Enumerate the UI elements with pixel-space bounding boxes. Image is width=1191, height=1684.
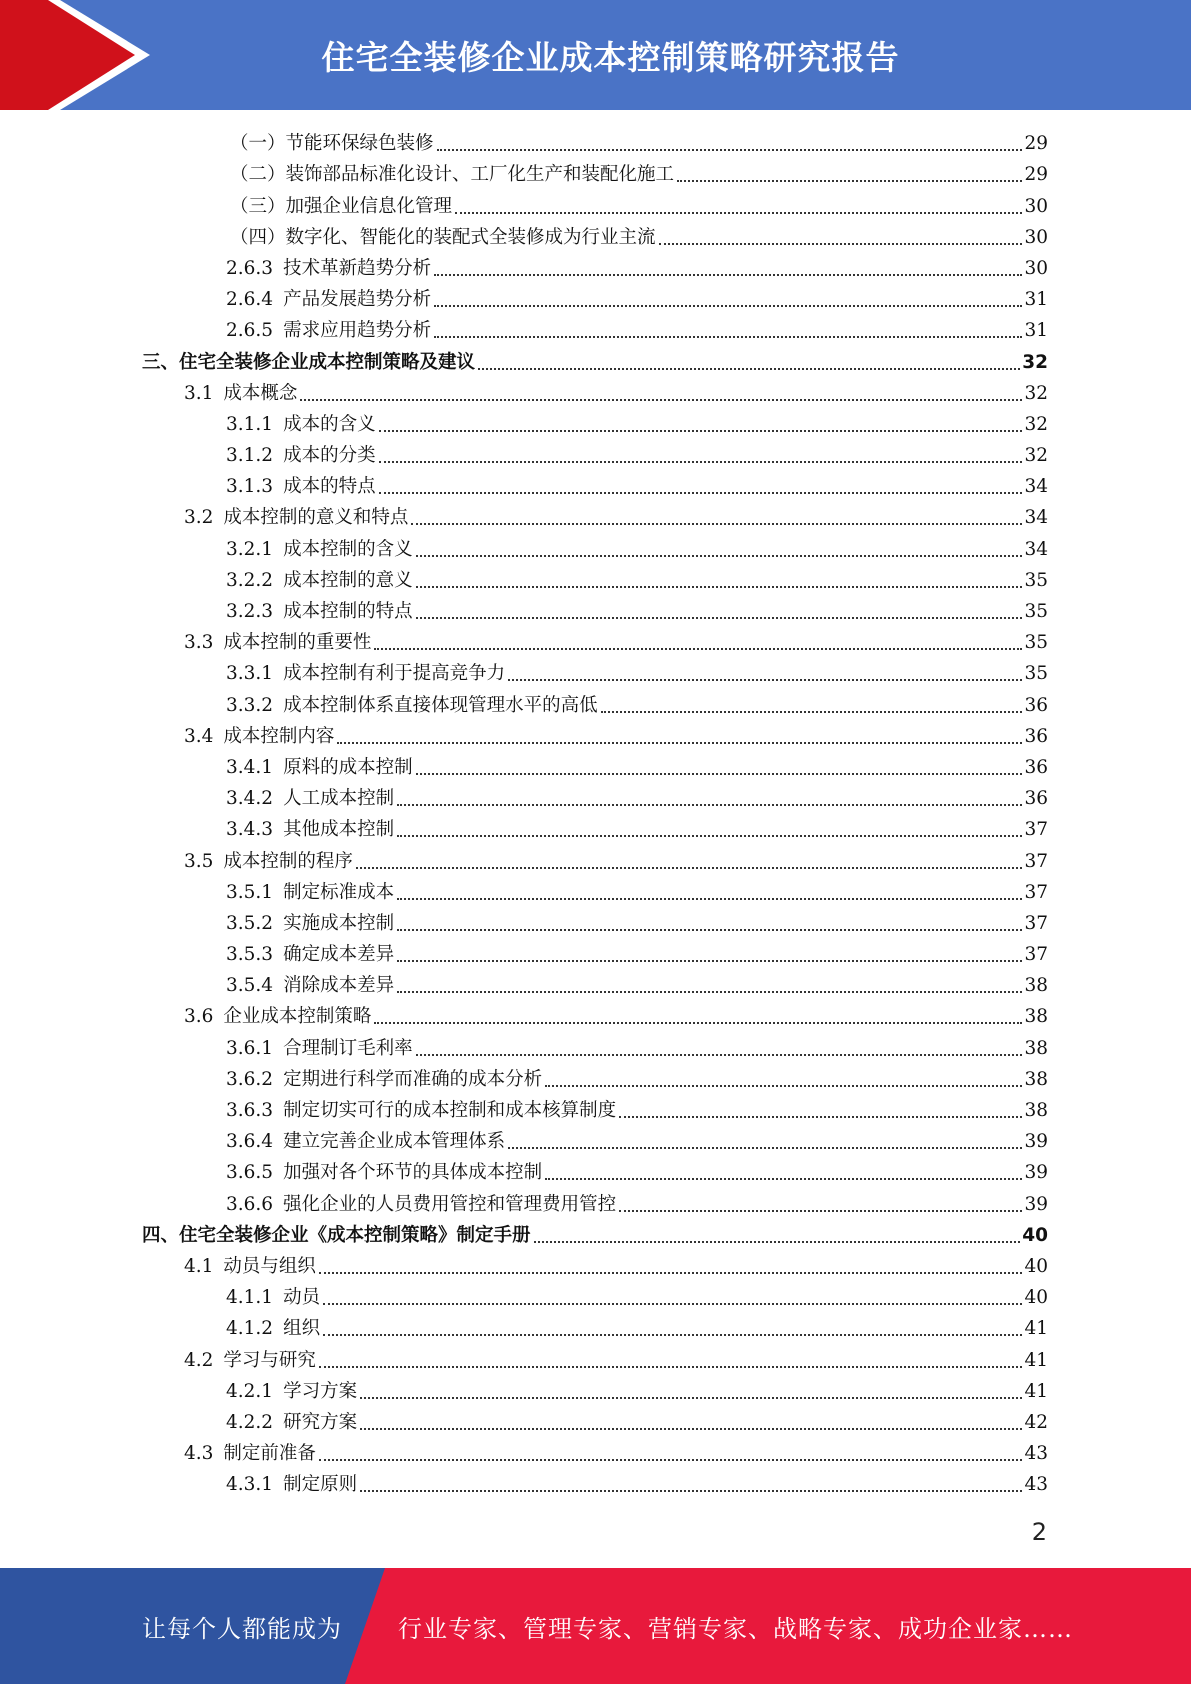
toc-entry[interactable] — [142, 407, 1048, 438]
toc-entry-title: 建立完善企业成本管理体系 — [283, 1131, 506, 1153]
toc-entry-page: 36 — [1024, 725, 1048, 747]
toc-entry-label — [184, 1254, 316, 1280]
toc-entry-number: 3.1.3 — [226, 476, 274, 498]
toc-entry-page: 39 — [1024, 1131, 1048, 1153]
toc-entry-page: 32 — [1022, 351, 1048, 373]
toc-entry-title: 研究方案 — [283, 1411, 358, 1433]
toc-entry-page: 29 — [1024, 133, 1048, 155]
toc-dot-leader — [455, 212, 1022, 214]
toc-entry-number: 2.6.5 — [226, 320, 274, 342]
toc-entry-label — [226, 1410, 357, 1436]
toc-dot-leader — [659, 243, 1023, 245]
toc-entry[interactable] — [142, 438, 1048, 469]
toc-dot-leader — [323, 1303, 1022, 1305]
toc-dot-leader — [397, 991, 1022, 993]
toc-dot-leader — [416, 1054, 1023, 1056]
toc-entry-page: 39 — [1024, 1193, 1048, 1215]
toc-entry[interactable] — [142, 1280, 1048, 1311]
toc-dot-leader — [434, 305, 1022, 307]
toc-entry-label — [226, 1472, 357, 1498]
toc-entry-page: 34 — [1024, 476, 1048, 498]
footer-slogan-left: 让每个人都能成为 — [142, 1614, 342, 1643]
toc-entry-page: 37 — [1024, 850, 1048, 872]
toc-entry-title: 学习与研究 — [223, 1349, 316, 1371]
toc-dot-leader — [356, 867, 1023, 869]
toc-entry[interactable] — [142, 313, 1048, 344]
toc-dot-leader — [434, 336, 1022, 338]
toc-dot-leader — [601, 711, 1023, 713]
toc-entry-label — [142, 1223, 531, 1249]
toc-entry-page: 34 — [1024, 507, 1048, 529]
page-header — [0, 0, 1191, 110]
toc-dot-leader — [374, 1022, 1022, 1024]
toc-entry[interactable] — [142, 625, 1048, 656]
toc-entry-number: 3.6.2 — [226, 1068, 274, 1090]
toc-entry-number: 3.3 — [184, 632, 214, 654]
toc-entry-page: 42 — [1024, 1411, 1048, 1433]
toc-entry-title: 需求应用趋势分析 — [283, 320, 432, 342]
toc-entry-title: 强化企业的人员费用管控和管理费用管控 — [283, 1193, 617, 1215]
toc-dot-leader — [545, 1085, 1022, 1087]
toc-entry-title: 产品发展趋势分析 — [283, 289, 432, 311]
toc-dot-leader — [379, 492, 1023, 494]
toc-entry[interactable] — [142, 1374, 1048, 1405]
toc-entry-number: 2.6.3 — [226, 257, 274, 279]
toc-entry-label — [184, 1441, 316, 1467]
toc-entry[interactable] — [142, 1342, 1048, 1373]
toc-entry-page: 31 — [1024, 320, 1048, 342]
toc-entry[interactable] — [142, 719, 1048, 750]
toc-entry-label — [184, 1348, 316, 1374]
toc-entry-number: 3.6.6 — [226, 1193, 274, 1215]
toc-entry-page: 36 — [1024, 788, 1048, 810]
toc-entry-number: 3.2.1 — [226, 538, 274, 560]
page-number: 2 — [1031, 1518, 1047, 1546]
toc-entry-title: 原料的成本控制 — [283, 756, 413, 778]
toc-entry-label — [226, 474, 376, 500]
toc-entry-page: 35 — [1024, 601, 1048, 622]
toc-entry-number: 4.3 — [184, 1443, 214, 1465]
toc-entry-page: 40 — [1024, 1287, 1048, 1309]
toc-entry-number: 3.1.1 — [226, 413, 274, 435]
toc-dot-leader — [416, 773, 1023, 775]
toc-entry[interactable] — [142, 999, 1048, 1030]
toc-entry-number: 4.1 — [184, 1255, 214, 1277]
toc-entry-label — [184, 381, 297, 407]
toc-entry-label — [226, 443, 376, 469]
toc-entry[interactable] — [142, 1467, 1048, 1498]
toc-entry-number: 4.1.2 — [226, 1318, 274, 1340]
toc-entry-title: 成本控制的意义 — [283, 569, 413, 591]
toc-entry-title: （一）节能环保绿色装修 — [230, 133, 434, 155]
toc-dot-leader — [416, 555, 1023, 557]
toc-entry-title: 实施成本控制 — [283, 912, 395, 934]
toc-entry-label — [226, 1285, 320, 1311]
toc-entry-title: 人工成本控制 — [283, 788, 395, 810]
toc-entry-title: 加强对各个环节的具体成本控制 — [283, 1162, 543, 1184]
toc-entry-label — [226, 880, 394, 906]
toc-dot-leader — [300, 399, 1022, 401]
toc-entry-title: 组织 — [283, 1318, 321, 1340]
toc-entry-page: 43 — [1024, 1443, 1048, 1465]
toc-entry[interactable] — [142, 251, 1048, 282]
toc-entry-title: 技术革新趋势分析 — [283, 257, 432, 279]
toc-entry-number: 3.6.3 — [226, 1100, 274, 1121]
toc-entry-title: 成本控制的意义和特点 — [223, 507, 409, 529]
toc-entry-page: 37 — [1024, 912, 1048, 934]
toc-entry[interactable] — [142, 500, 1048, 531]
toc-entry-page: 35 — [1024, 663, 1048, 685]
toc-entry-label — [226, 412, 376, 438]
toc-dot-leader — [379, 461, 1023, 463]
toc-entry-title: 企业成本控制策略 — [223, 1006, 372, 1028]
toc-entry-label — [226, 786, 394, 812]
toc-entry-title: 制定标准成本 — [283, 881, 395, 903]
toc-dot-leader — [619, 1210, 1022, 1212]
toc-entry-title: 成本控制的重要性 — [223, 632, 372, 654]
toc-entry-title: 确定成本差异 — [283, 944, 395, 966]
toc-dot-leader — [397, 804, 1022, 806]
toc-entry-page: 37 — [1024, 819, 1048, 841]
toc-entry[interactable] — [142, 1405, 1048, 1436]
toc-entry-page: 41 — [1024, 1380, 1048, 1402]
toc-entry-title: 动员 — [283, 1287, 321, 1309]
toc-entry-page: 41 — [1024, 1349, 1048, 1371]
toc-dot-leader — [545, 1178, 1022, 1180]
toc-dot-leader — [337, 742, 1022, 744]
toc-entry-number: 4.1.1 — [226, 1287, 274, 1309]
toc-entry-number: 2.6.4 — [226, 289, 274, 311]
toc-entry-title: 制定切实可行的成本控制和成本核算制度 — [283, 1100, 617, 1121]
toc-dot-leader — [360, 1428, 1022, 1430]
toc-entry-label — [226, 1067, 542, 1093]
toc-dot-leader — [434, 274, 1022, 276]
toc-entry[interactable] — [142, 1218, 1048, 1249]
toc-entry-label — [226, 256, 431, 282]
toc-entry-label — [226, 568, 413, 594]
toc-entry-page: 37 — [1024, 944, 1048, 966]
toc-entry-number: 3.3.1 — [226, 663, 274, 685]
toc-entry-number: 3.1 — [184, 382, 214, 404]
toc-entry-label — [226, 1379, 357, 1405]
toc-entry[interactable] — [142, 781, 1048, 812]
toc-dot-leader — [478, 368, 1020, 370]
toc-entry-number: 4.3.1 — [226, 1474, 274, 1496]
toc-entry[interactable] — [142, 563, 1048, 594]
toc-entry-number: 3.2 — [184, 507, 214, 529]
toc-dot-leader — [319, 1272, 1023, 1274]
toc-entry-title: 成本的特点 — [283, 476, 376, 498]
toc-dot-leader — [677, 180, 1022, 182]
toc-entry-label — [226, 1160, 542, 1186]
toc-entry-number: 3.6.1 — [226, 1037, 274, 1059]
toc-entry[interactable] — [142, 220, 1048, 251]
toc-entry-page: 30 — [1024, 226, 1048, 248]
toc-entry-label — [226, 911, 394, 937]
toc-entry-number: 3.4.1 — [226, 756, 274, 778]
toc-dot-leader — [397, 929, 1022, 931]
page-footer — [0, 1568, 1191, 1684]
toc-entry-title: 成本的分类 — [283, 445, 376, 467]
toc-entry[interactable] — [142, 968, 1048, 999]
toc-entry-page: 32 — [1024, 413, 1048, 435]
toc-dot-leader — [374, 648, 1022, 650]
toc-entry-title: 学习方案 — [283, 1380, 358, 1402]
toc-entry-title: 定期进行科学而准确的成本分析 — [283, 1068, 543, 1090]
toc-dot-leader — [397, 835, 1022, 837]
toc-entry-label — [226, 1192, 616, 1218]
toc-dot-leader — [397, 960, 1022, 962]
toc-entry-title: 成本控制有利于提高竞争力 — [283, 663, 506, 685]
toc-entry-title: 消除成本差异 — [283, 975, 395, 997]
toc-entry-number: 3.5.4 — [226, 975, 274, 997]
toc-dot-leader — [619, 1116, 1022, 1118]
toc-entry-page: 38 — [1024, 1006, 1048, 1028]
toc-entry-title: 其他成本控制 — [283, 819, 395, 841]
toc-entry-label — [226, 755, 413, 781]
toc-entry-label — [184, 849, 353, 875]
toc-entry-title: 制定原则 — [283, 1474, 358, 1496]
toc-entry-number: 4.2 — [184, 1349, 214, 1371]
toc-entry-label — [226, 1036, 413, 1062]
toc-dot-leader — [319, 1366, 1023, 1368]
toc-entry[interactable] — [142, 1030, 1048, 1061]
toc-dot-leader — [508, 1147, 1022, 1149]
toc-entry-label — [230, 162, 674, 188]
toc-entry-label — [230, 194, 452, 220]
toc-entry-page: 32 — [1024, 445, 1048, 467]
toc-entry-label — [230, 131, 434, 157]
toc-entry-page: 38 — [1024, 1037, 1048, 1059]
toc-dot-leader — [360, 1397, 1022, 1399]
toc-entry-label — [226, 599, 413, 625]
toc-entry-page: 29 — [1024, 164, 1048, 186]
toc-entry[interactable] — [142, 188, 1048, 219]
toc-entry-page: 43 — [1024, 1474, 1048, 1496]
toc-entry-number: 3.6.5 — [226, 1162, 274, 1184]
toc-entry-page: 31 — [1024, 289, 1048, 311]
toc-entry-label — [226, 693, 598, 719]
toc-entry-page: 30 — [1024, 257, 1048, 279]
toc-entry-label — [184, 724, 334, 750]
toc-entry-page: 38 — [1024, 1100, 1048, 1121]
toc-entry[interactable] — [142, 1155, 1048, 1186]
toc-entry-number: 3.6.4 — [226, 1131, 274, 1153]
toc-entry[interactable] — [142, 1436, 1048, 1467]
toc-entry-label — [226, 661, 505, 687]
toc-dot-leader — [319, 1459, 1023, 1461]
footer-slogan-right: 行业专家、管理专家、营销专家、战略专家、成功企业家…… — [398, 1614, 1073, 1643]
toc-entry-label — [226, 817, 394, 843]
toc-entry-title: 三、住宅全装修企业成本控制策略及建议 — [142, 351, 476, 373]
toc-entry-page: 35 — [1024, 632, 1048, 654]
toc-entry-page: 34 — [1024, 538, 1048, 560]
toc-entry-number: 3.1.2 — [226, 445, 274, 467]
toc-entry-title: 成本的含义 — [283, 413, 376, 435]
toc-entry[interactable] — [142, 1124, 1048, 1155]
toc-entry[interactable] — [142, 469, 1048, 500]
toc-entry-title: 成本控制体系直接体现管理水平的高低 — [283, 694, 598, 716]
toc-entry[interactable] — [142, 594, 1048, 625]
toc-entry-page: 40 — [1024, 1255, 1048, 1277]
toc-entry-page: 30 — [1024, 195, 1048, 217]
toc-entry-number: 3.5.3 — [226, 944, 274, 966]
toc-entry[interactable] — [142, 906, 1048, 937]
toc-entry-label — [230, 225, 656, 251]
toc-entry-number: 4.2.1 — [226, 1380, 274, 1402]
toc-entry-page: 32 — [1024, 382, 1048, 404]
toc-entry[interactable] — [142, 1062, 1048, 1093]
toc-entry-page: 40 — [1022, 1224, 1048, 1246]
toc-entry[interactable] — [142, 1249, 1048, 1280]
toc-entry-label — [226, 537, 413, 563]
toc-entry-page: 36 — [1024, 756, 1048, 778]
toc-entry-number: 3.3.2 — [226, 694, 274, 716]
toc-entry[interactable] — [142, 376, 1048, 407]
toc-entry-label — [226, 942, 394, 968]
toc-entry-title: 四、住宅全装修企业《成本控制策略》制定手册 — [142, 1224, 531, 1246]
toc-entry-label — [226, 1316, 320, 1342]
toc-entry[interactable] — [142, 937, 1048, 968]
toc-entry-page: 38 — [1024, 1068, 1048, 1090]
toc-entry[interactable] — [142, 126, 1048, 157]
toc-entry-number: 3.4.3 — [226, 819, 274, 841]
toc-entry-page: 38 — [1024, 975, 1048, 997]
toc-entry-label — [226, 287, 431, 313]
toc-entry-page: 36 — [1024, 694, 1048, 716]
toc-dot-leader — [323, 1334, 1022, 1336]
toc-entry-title: 动员与组织 — [223, 1255, 316, 1277]
toc-dot-leader — [508, 679, 1022, 681]
toc-entry-title: （三）加强企业信息化管理 — [230, 195, 453, 217]
toc-entry[interactable] — [142, 656, 1048, 687]
toc-entry[interactable] — [142, 1186, 1048, 1217]
toc-entry-page: 41 — [1024, 1318, 1048, 1340]
toc-entry[interactable] — [142, 1093, 1048, 1124]
toc-entry-label — [226, 318, 431, 344]
toc-dot-leader — [379, 430, 1023, 432]
toc-entry-number: 3.5.2 — [226, 912, 274, 934]
toc-entry-number: 3.5 — [184, 850, 214, 872]
toc-entry-page: 39 — [1024, 1162, 1048, 1184]
toc-entry[interactable] — [142, 812, 1048, 843]
toc-entry-label — [184, 1004, 371, 1030]
toc-entry-title: 成本控制的特点 — [283, 601, 413, 622]
toc-dot-leader — [416, 617, 1023, 619]
toc-entry-label — [226, 973, 394, 999]
toc-entry[interactable] — [142, 157, 1048, 188]
toc-entry-title: （四）数字化、智能化的装配式全装修成为行业主流 — [230, 226, 656, 248]
table-of-contents — [142, 126, 1048, 1498]
toc-entry-label — [184, 630, 371, 656]
toc-entry-title: （二）装饰部品标准化设计、工厂化生产和装配化施工 — [230, 164, 675, 186]
toc-entry[interactable] — [142, 282, 1048, 313]
toc-entry-title: 制定前准备 — [223, 1443, 316, 1465]
toc-entry-page: 35 — [1024, 569, 1048, 591]
toc-dot-leader — [534, 1241, 1021, 1243]
toc-dot-leader — [416, 586, 1023, 588]
toc-entry-label — [226, 1098, 616, 1124]
toc-dot-leader — [437, 149, 1023, 151]
toc-entry-number: 3.2.2 — [226, 569, 274, 591]
toc-entry-title: 成本控制内容 — [223, 725, 335, 747]
toc-entry-label — [142, 350, 475, 376]
toc-entry-number: 3.2.3 — [226, 601, 274, 622]
toc-entry-number: 3.5.1 — [226, 881, 274, 903]
toc-dot-leader — [360, 1490, 1022, 1492]
toc-dot-leader — [397, 898, 1022, 900]
toc-entry-number: 3.4 — [184, 725, 214, 747]
toc-entry-title: 合理制订毛利率 — [283, 1037, 413, 1059]
toc-entry-page: 37 — [1024, 881, 1048, 903]
toc-dot-leader — [411, 523, 1022, 525]
toc-entry-label — [184, 505, 408, 531]
toc-entry-title: 成本概念 — [223, 382, 298, 404]
toc-entry-title: 成本控制的含义 — [283, 538, 413, 560]
toc-entry[interactable] — [142, 750, 1048, 781]
toc-entry[interactable] — [142, 531, 1048, 562]
toc-entry-number: 3.6 — [184, 1006, 214, 1028]
report-title: 住宅全装修企业成本控制策略研究报告 — [321, 37, 900, 77]
toc-entry[interactable] — [142, 344, 1048, 375]
toc-entry-title: 成本控制的程序 — [223, 850, 353, 872]
toc-entry[interactable] — [142, 843, 1048, 874]
toc-entry[interactable] — [142, 1311, 1048, 1342]
toc-entry-label — [226, 1129, 505, 1155]
toc-entry[interactable] — [142, 687, 1048, 718]
toc-entry-number: 3.4.2 — [226, 788, 274, 810]
toc-entry[interactable] — [142, 875, 1048, 906]
toc-entry-number: 4.2.2 — [226, 1411, 274, 1433]
